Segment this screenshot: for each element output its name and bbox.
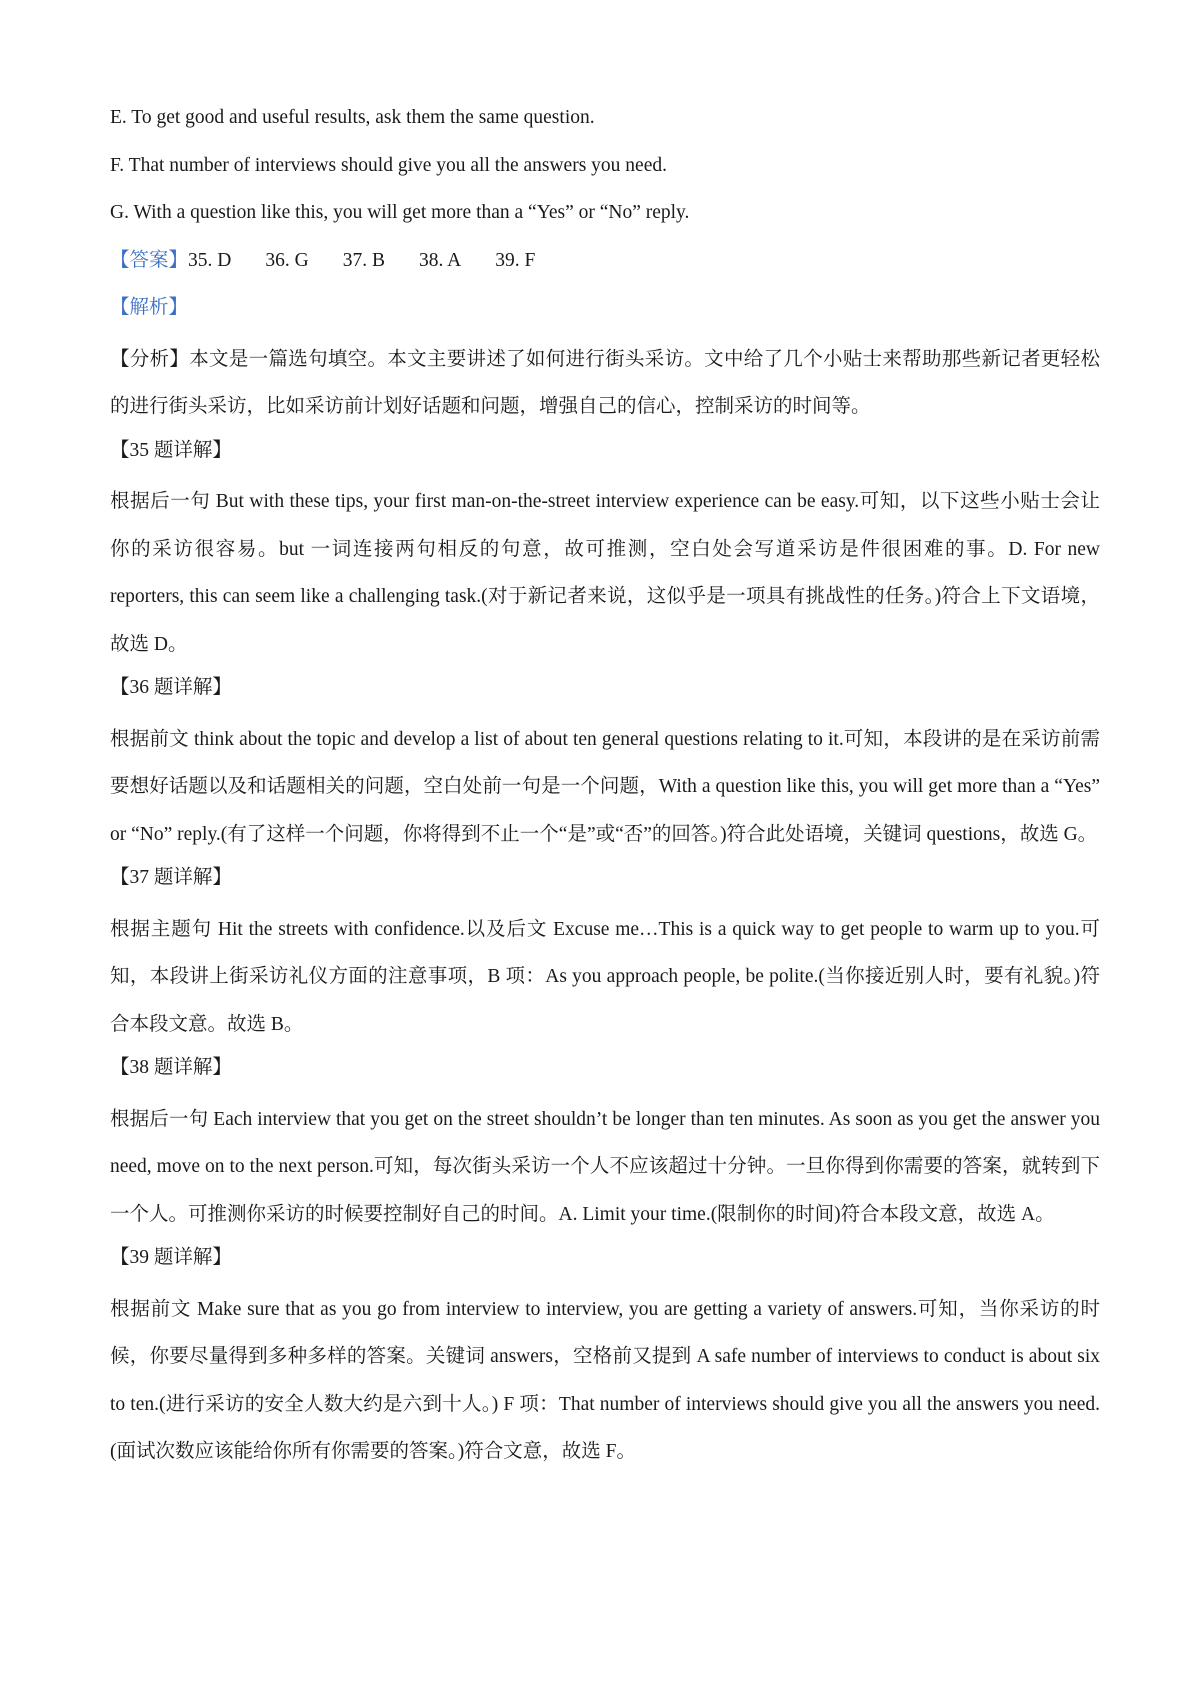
answer-38: 38. A bbox=[418, 249, 462, 271]
answer-36: 36. G bbox=[265, 249, 309, 271]
detail-36-heading: 【36 题详解】 bbox=[110, 677, 232, 698]
detail-35-heading: 【35 题详解】 bbox=[110, 439, 232, 461]
answer-line bbox=[110, 241, 1100, 289]
answer-37: 37. B bbox=[342, 249, 385, 271]
answer-35: 35. D bbox=[188, 249, 232, 271]
option-g: G. With a question like this, you will get more than a “Yes” or “No” reply. bbox=[110, 202, 690, 223]
summary-paragraph bbox=[110, 336, 1100, 431]
option-e: E. To get good and useful results, ask them the same question. bbox=[110, 107, 595, 128]
detail-38-text: 根据后一句 Each interview that you get on the street shouldn’t be longer than ten minutes. As soon as you get the answer you need, move on to the next person.可知，每次街头采访一个人不应该超过十分钟。一旦你得到你需要的答案，就转到下一个人。可推测你采访的时候要控制好自己的时间。A. Limit your time.(限制你的时间)符合本段文意，故选 A。 bbox=[110, 1108, 1100, 1225]
summary-text: 本文是一篇选句填空。本文主要讲述了如何进行街头采访。文中给了几个小贴士来帮助那些新记者更轻松的进行街头采访，比如采访前计划好话题和问题，增强自己的信心，控制采访的时间等。 bbox=[110, 348, 1100, 417]
document-page bbox=[110, 98, 1100, 1476]
option-f: F. That number of interviews should give you all the answers you need. bbox=[110, 154, 667, 176]
detail-39-heading: 【39 题详解】 bbox=[110, 1247, 232, 1268]
detail-37-heading: 【37 题详解】 bbox=[110, 867, 232, 888]
answer-39: 39. F bbox=[495, 249, 536, 271]
answer-label: 【答案】 bbox=[110, 249, 189, 271]
detail-36-text: 根据前文 think about the topic and develop a list of about ten general questions relating to it.可知，本段讲的是在采访前需要想好话题以及和话题相关的问题，空白处前一句是一个问题，With a question like this, you will get more than a “Yes” or “No” reply.(有了这样一个问题，你将得到不止一个“是”或“否”的回答。)符合此处语境，关键词 questions，故选 G。 bbox=[110, 728, 1100, 845]
detail-39-text: 根据前文 Make sure that as you go from interview to interview, you are getting a variety of answers.可知，当你采访的时候，你要尽量得到多种多样的答案。关键词 answers，空格前又提到 A safe number of interviews to conduct is about six to ten.(进行采访的安全人数大约是六到十人。) F 项：That number of interviews should give you all the answers you need.(面试次数应该能给你所有你需要的答案。)符合文意，故选 F。 bbox=[110, 1298, 1100, 1462]
analysis-label: 【解析】 bbox=[110, 297, 189, 318]
summary-label: 【分析】 bbox=[110, 348, 190, 370]
detail-38-heading: 【38 题详解】 bbox=[110, 1057, 232, 1078]
detail-35-text: 根据后一句 But with these tips, your first man-on-the-street interview experience can be easy.可知，以下这些小贴士会让你的采访很容易。but 一词连接两句相反的句意，故可推测，空白处会写道采访是件很困难的事。D. For new reporters, this can seem like a challenging task.(对于新记者来说，这似乎是一项具有挑战性的任务。)符合上下文语境，故选 D。 bbox=[110, 491, 1100, 655]
detail-37-text: 根据主题句 Hit the streets with confidence.以及后文 Excuse me…This is a quick way to get people to warm up to you.可知，本段讲上街采访礼仪方面的注意事项，B 项：As you approach people, be polite.(当你接近别人时，要有礼貌。)符合本段文意。故选 B。 bbox=[110, 918, 1100, 1035]
